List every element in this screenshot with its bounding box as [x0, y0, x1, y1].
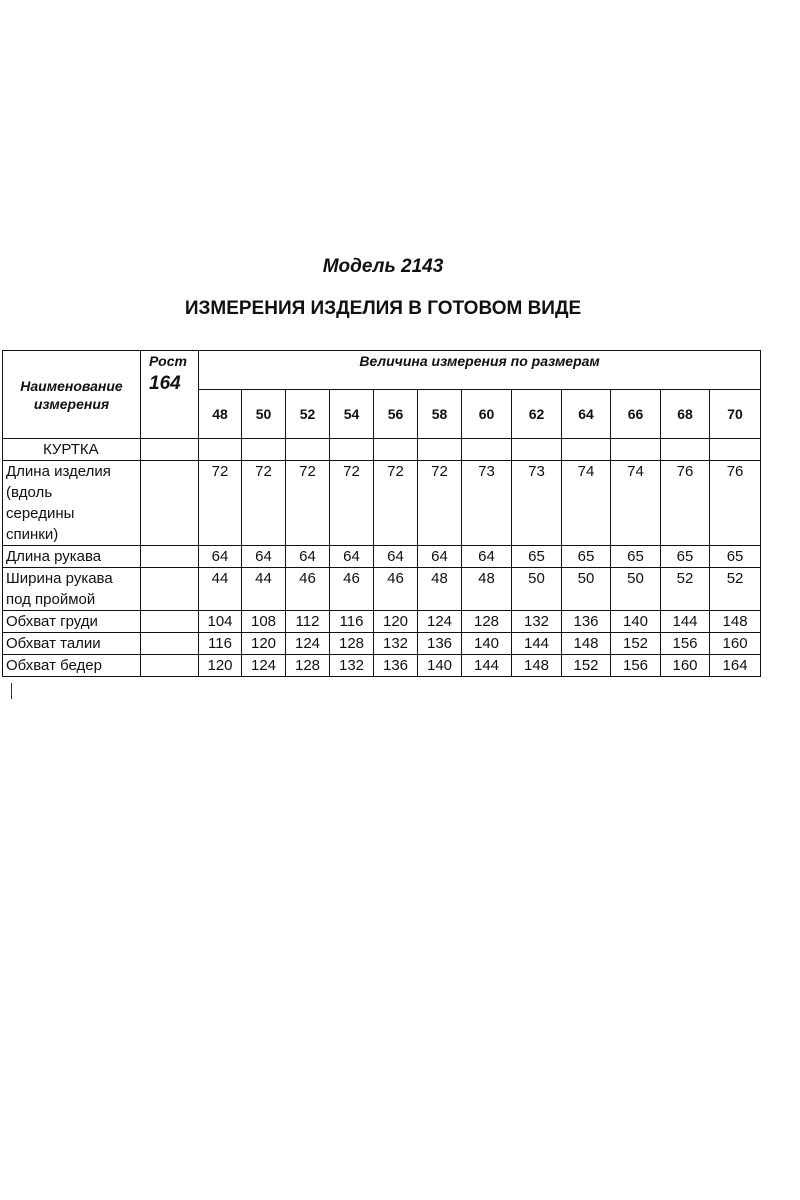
value-cell: 65: [710, 546, 761, 568]
empty-cell: [199, 439, 242, 461]
size-header-cell: 54: [330, 390, 374, 439]
value-cell: 74: [611, 461, 661, 546]
text-cursor: [11, 683, 12, 699]
size-header-cell: 66: [611, 390, 661, 439]
value-cell: 124: [418, 611, 462, 633]
value-cell: 65: [661, 546, 710, 568]
value-cell: 116: [330, 611, 374, 633]
value-cell: 152: [562, 655, 611, 677]
value-cell: 132: [512, 611, 562, 633]
table-row: [3, 611, 761, 633]
value-cell: 72: [374, 461, 418, 546]
empty-cell: [661, 439, 710, 461]
measurement-name-line: Обхват бедер: [6, 657, 102, 674]
value-cell: 72: [199, 461, 242, 546]
height-label: Рост: [149, 353, 187, 369]
value-cell: 64: [374, 546, 418, 568]
empty-cell: [710, 439, 761, 461]
value-cell: 64: [330, 546, 374, 568]
value-cell: 44: [242, 568, 286, 611]
measurement-name: [3, 611, 141, 633]
size-header-cell: 58: [418, 390, 462, 439]
value-cell: 144: [462, 655, 512, 677]
measurement-name-header: [3, 351, 141, 439]
value-cell: 50: [562, 568, 611, 611]
value-cell: 104: [199, 611, 242, 633]
empty-cell: [462, 439, 512, 461]
value-cell: 120: [374, 611, 418, 633]
value-cell: 144: [661, 611, 710, 633]
value-cell: 124: [242, 655, 286, 677]
section-label: КУРТКА: [3, 439, 141, 461]
empty-cell: [286, 439, 330, 461]
value-cell: 73: [512, 461, 562, 546]
value-cell: 148: [512, 655, 562, 677]
value-cell: 52: [710, 568, 761, 611]
value-cell: 156: [611, 655, 661, 677]
value-cell: 64: [286, 546, 330, 568]
height-header: [141, 351, 199, 439]
value-cell: 64: [462, 546, 512, 568]
value-cell: 136: [562, 611, 611, 633]
value-cell: 124: [286, 633, 330, 655]
empty-cell: [418, 439, 462, 461]
measurement-name: [3, 461, 141, 546]
measurement-name-line: под проймой: [6, 591, 96, 608]
size-header-cell: 62: [512, 390, 562, 439]
measurement-name-line: Длина изделия: [6, 463, 111, 480]
value-cell: 164: [710, 655, 761, 677]
value-cell: 140: [418, 655, 462, 677]
empty-cell: [611, 439, 661, 461]
page-title: ИЗМЕРЕНИЯ ИЗДЕЛИЯ В ГОТОВОМ ВИДЕ: [184, 298, 582, 319]
measurement-name: [3, 568, 141, 611]
value-cell: 140: [462, 633, 512, 655]
size-header-cell: 48: [199, 390, 242, 439]
value-cell: 50: [512, 568, 562, 611]
value-cell: 72: [418, 461, 462, 546]
height-value: 164: [149, 373, 181, 394]
value-cell: 44: [199, 568, 242, 611]
empty-cell: [141, 568, 199, 611]
table-row: [3, 546, 761, 568]
value-cell: 132: [330, 655, 374, 677]
value-cell: 140: [611, 611, 661, 633]
value-cell: 132: [374, 633, 418, 655]
model-title: Модель 2143: [322, 256, 444, 277]
size-header-cell: 52: [286, 390, 330, 439]
table-row: [3, 568, 761, 611]
value-cell: 148: [710, 611, 761, 633]
empty-cell: [141, 611, 199, 633]
size-header-cell: 64: [562, 390, 611, 439]
empty-cell: [141, 461, 199, 546]
value-cell: 128: [286, 655, 330, 677]
measurement-name-line: Обхват груди: [6, 613, 98, 630]
empty-cell: [141, 633, 199, 655]
size-range-header: Величина измерения по размерам: [199, 351, 761, 390]
value-cell: 46: [374, 568, 418, 611]
value-cell: 73: [462, 461, 512, 546]
size-header-cell: 50: [242, 390, 286, 439]
value-cell: 148: [562, 633, 611, 655]
value-cell: 64: [199, 546, 242, 568]
value-cell: 48: [462, 568, 512, 611]
empty-cell: [141, 546, 199, 568]
value-cell: 120: [242, 633, 286, 655]
value-cell: 156: [661, 633, 710, 655]
empty-cell: [330, 439, 374, 461]
value-cell: 76: [710, 461, 761, 546]
table-row: [3, 633, 761, 655]
value-cell: 64: [242, 546, 286, 568]
empty-cell: [512, 439, 562, 461]
value-cell: 72: [330, 461, 374, 546]
section-row: [3, 439, 761, 461]
value-cell: 136: [418, 633, 462, 655]
value-cell: 46: [330, 568, 374, 611]
value-cell: 72: [242, 461, 286, 546]
value-cell: 128: [330, 633, 374, 655]
value-cell: 48: [418, 568, 462, 611]
value-cell: 160: [661, 655, 710, 677]
value-cell: 152: [611, 633, 661, 655]
value-cell: 144: [512, 633, 562, 655]
size-header-cell: 60: [462, 390, 512, 439]
value-cell: 120: [199, 655, 242, 677]
value-cell: 160: [710, 633, 761, 655]
value-cell: 72: [286, 461, 330, 546]
measurement-name-line: середины: [6, 505, 75, 522]
empty-cell: [141, 439, 199, 461]
measurement-name-line: Обхват талии: [6, 635, 101, 652]
size-header-cell: 70: [710, 390, 761, 439]
value-cell: 136: [374, 655, 418, 677]
value-cell: 65: [562, 546, 611, 568]
size-header-cell: 68: [661, 390, 710, 439]
size-header-cell: 56: [374, 390, 418, 439]
measurement-name-line: (вдоль: [6, 484, 53, 501]
measurement-name-line: Длина рукава: [6, 548, 102, 565]
value-cell: 64: [418, 546, 462, 568]
table-row: [3, 461, 761, 546]
value-cell: 116: [199, 633, 242, 655]
empty-cell: [141, 655, 199, 677]
value-cell: 50: [611, 568, 661, 611]
value-cell: 128: [462, 611, 512, 633]
empty-cell: [242, 439, 286, 461]
value-cell: 108: [242, 611, 286, 633]
value-cell: 112: [286, 611, 330, 633]
name-header-line2: измерения: [33, 395, 110, 412]
value-cell: 65: [512, 546, 562, 568]
name-header-line1: Наименование: [20, 377, 123, 394]
value-cell: 52: [661, 568, 710, 611]
measurement-name: [3, 546, 141, 568]
value-cell: 76: [661, 461, 710, 546]
measurements-table: [2, 350, 761, 677]
table-row: [3, 655, 761, 677]
value-cell: 74: [562, 461, 611, 546]
header-row: [3, 351, 761, 390]
empty-cell: [562, 439, 611, 461]
measurement-name: [3, 633, 141, 655]
value-cell: 65: [611, 546, 661, 568]
empty-cell: [374, 439, 418, 461]
measurement-name-line: спинки): [6, 526, 59, 543]
measurement-name: [3, 655, 141, 677]
value-cell: 46: [286, 568, 330, 611]
measurement-name-line: Ширина рукава: [6, 570, 113, 587]
